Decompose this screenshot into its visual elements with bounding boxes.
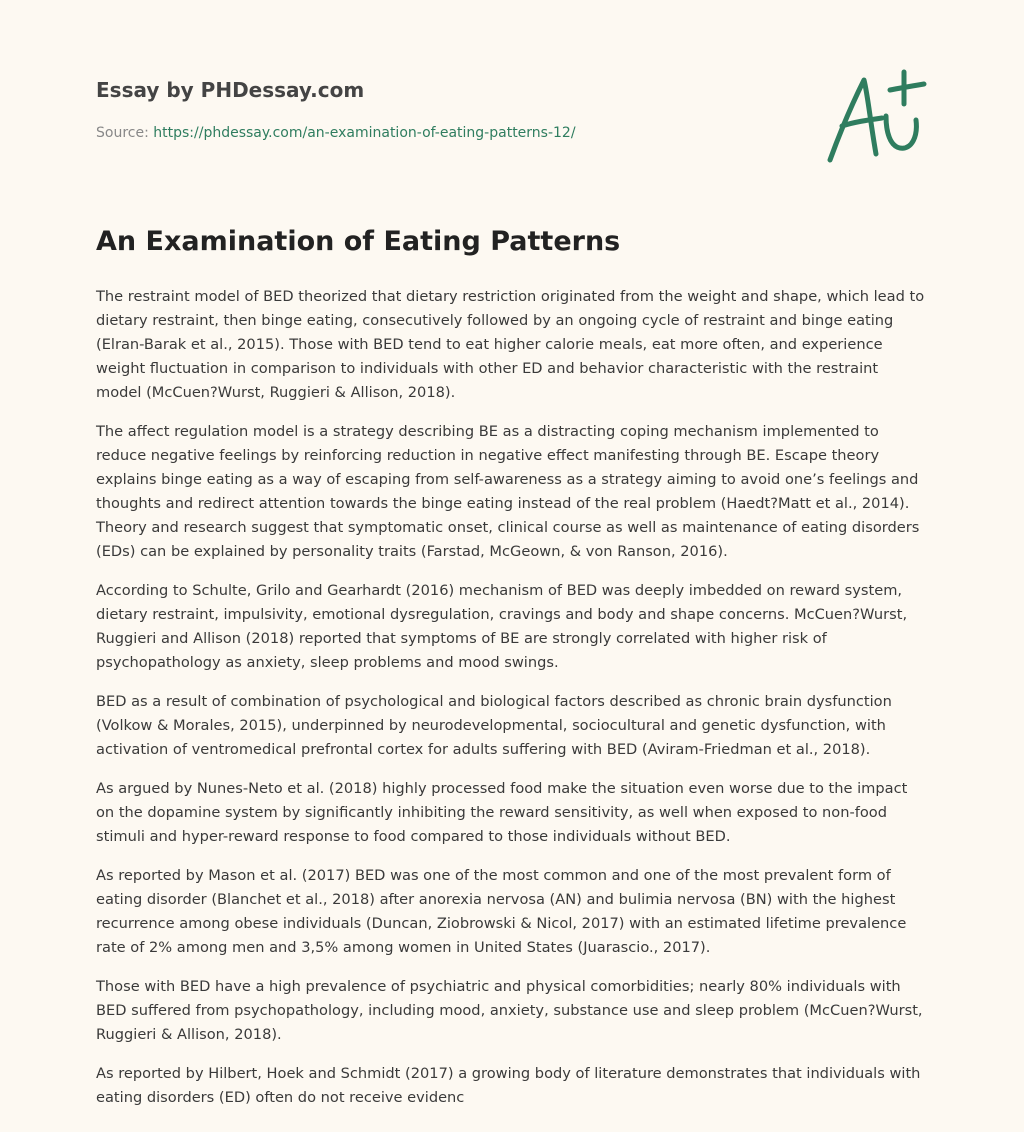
article-body — [96, 285, 928, 1125]
source-link[interactable]: https://phdessay.com/an-examination-of-eating-patterns-12/ — [153, 125, 576, 141]
article-title: An Examination of Eating Patterns — [96, 226, 621, 257]
paragraph: The affect regulation model is a strategy describing BE as a distracting coping mechanism implemented to reduce negative feelings by reinforcing reduction in negative effect manifesting through BE. Escape theory explains binge eating as a way of escaping from self-awareness as a strategy aiming to avoid one’s feelings and thoughts and redirect attention towards the binge eating instead of the real problem (Haedt?Matt et al., 2014). Theory and research suggest that symptomatic onset, clinical course as well as maintenance of eating disorders (EDs) can be explained by personality traits (Farstad, McGeown, & von Ranson, 2016). — [96, 423, 920, 560]
page-header — [96, 0, 928, 180]
source-line — [96, 125, 576, 141]
paragraph: The restraint model of BED theorized that dietary restriction originated from the weight and shape, which lead to dietary restraint, then binge eating, consecutively followed by an ongoing cycle of restraint and binge eating (Elran-Barak et al., 2015). Those with BED tend to eat higher calorie meals, eat more often, and experience weight fluctuation in comparison to individuals with other ED and behavior characteristic with the restraint model (McCuen?Wurst, Ruggieri & Allison, 2018). — [96, 288, 925, 401]
site-brand: Essay by PHDessay.com — [96, 78, 365, 102]
paragraph: BED as a result of combination of psychological and biological factors described as chronic brain dysfunction (Volkow & Morales, 2015), underpinned by neurodevelopmental, sociocultural and genetic dysfunction, with activation of ventromedical prefrontal cortex for adults suffering with BED (Aviram-Friedman et al., 2018). — [96, 693, 892, 758]
source-label: Source: — [96, 125, 149, 141]
a-plus-logo-icon — [824, 68, 928, 164]
paragraph: According to Schulte, Grilo and Gearhardt (2016) mechanism of BED was deeply imbedded on reward system, dietary restraint, impulsivity, emotional dysregulation, cravings and body and shape concerns. McCuen?Wurst, Ruggieri and Allison (2018) reported that symptoms of BE are strongly correlated with higher risk of psychopathology as anxiety, sleep problems and mood swings. — [96, 582, 908, 671]
paragraph: As reported by Hilbert, Hoek and Schmidt (2017) a growing body of literature demonstrates that individuals with eating disorders (ED) often do not receive evidenc — [96, 1065, 921, 1106]
paragraph: As argued by Nunes-Neto et al. (2018) highly processed food make the situation even worse due to the impact on the dopamine system by significantly inhibiting the reward sensitivity, as well when exposed to non-food stimuli and hyper-reward response to food compared to those individuals without BED. — [96, 780, 908, 845]
essay-page — [96, 0, 928, 1106]
paragraph: Those with BED have a high prevalence of psychiatric and physical comorbidities; nearly 80% individuals with BED suffered from psychopathology, including mood, anxiety, substance use and sleep problem (McCuen?Wurst, Ruggieri & Allison, 2018). — [96, 978, 923, 1043]
paragraph: As reported by Mason et al. (2017) BED was one of the most common and one of the most prevalent form of eating disorder (Blanchet et al., 2018) after anorexia nervosa (AN) and bulimia nervosa (BN) with the highest recurrence among obese individuals (Duncan, Ziobrowski & Nicol, 2017) with an estimated lifetime prevalence rate of 2% among men and 3,5% among women in United States (Juarascio., 2017). — [96, 867, 907, 956]
